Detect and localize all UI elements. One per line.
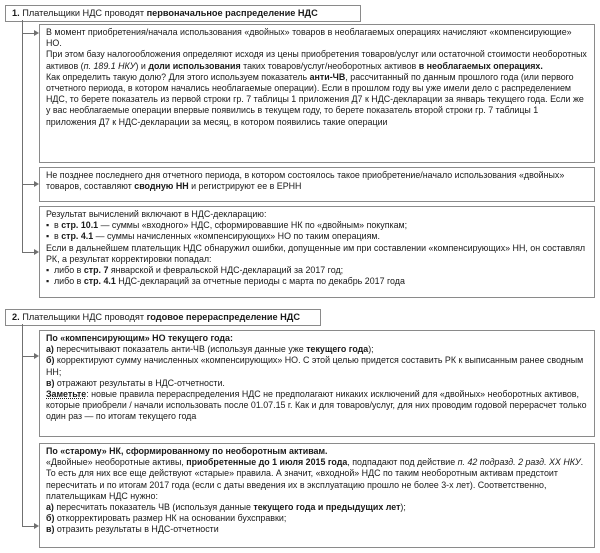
list-item: а) пересчитывают показатель анти-ЧВ (используя данные уже текущего года); [46,344,374,355]
bullet-icon: ▪ [46,265,50,276]
list-item: в) отразить результаты в НДС-отчетности [46,524,219,535]
section2-header [5,309,321,326]
list-item: в) отражают результаты в НДС-отчетности. [46,377,225,388]
connector-box2 [22,184,34,185]
connector-box5 [22,526,34,527]
box-summary-invoice [39,167,595,202]
connector-box4 [22,356,34,357]
box5-title: По «старому» НК, сформированному по необоротным активам. [46,446,328,456]
box1-paragraph2: При этом базу налогообложения определяют исходя из цены приобретения товаров/услуг или остаточной стоимости необоротных активов (п. 189.1 НКУ) и доли использования таких товаров/услуг/необоротных активов в необлагаемых операциях. [46,49,587,71]
list-item: ▪ в стр. 10.1 — суммы «входного» НДС, сформировавшие НК по «двойным» покупкам; [46,220,408,231]
list-item: б) откорректировать размер НК на основании бухсправки; [46,513,287,524]
box-old-tax-credit [39,443,595,548]
box3-intro: Результат вычислений включают в НДС-декларацию: [46,209,267,219]
section1-number: 1. [12,8,20,18]
box1-paragraph1: В момент приобретения/начала использования «двойных» товаров в необлагаемых операциях начисляют «компенсирующие» НО. [46,27,572,49]
list-item: ▪ в стр. 4.1 — суммы начисленных «компенсирующих» НО по таким операциям. [46,231,380,242]
list-item: ▪ либо в стр. 7 январской и февральской НДС-деклараций за 2017 год; [46,265,344,276]
box2-text: Не позднее последнего дня отчетного периода, в котором состоялось такое приобретение/начало использования «двойных» товаров, составляют сводную НН и регистрируют ее в ЕРНН [46,170,565,192]
section1-title-bold: первоначальное распределение НДС [146,8,318,18]
bullet-icon: ▪ [46,231,50,242]
section1-title-prefix: Плательщики НДС проводят [22,8,147,18]
box1-paragraph3: Как определить такую долю? Для этого используем показатель анти-ЧВ, рассчитанный по данным прошлого года (или первого отчетного периода, в котором начались необлагаемые операции). Если в прошлом году вы уже имели дело с распределением НДС, то берете показатель из первой строки гр. 7 таблицы 1 приложения Д7 к НДС-декларации за январь текущего года. Если же у вас необлагаемые операции впервые появились в текущем году, то берете показатель второй строки гр. 7 таблицы 1 приложения Д7 к НДС-декларации за месяц, в котором появились такие операции [46,71,584,127]
section2-title-bold: годовое перераспределение НДС [146,312,300,322]
section2-title-prefix: Плательщики НДС проводят [22,312,147,322]
box3-paragraph2: Если в дальнейшем плательщик НДС обнаружил ошибки, допущенные им при составлении «компенсирующих» НН, он составлял РК, а результат корректировки попадал: [46,242,586,264]
section1-connector-line [22,20,23,253]
box-initial-distribution [39,24,595,163]
list-item: а) пересчитать показатель ЧВ (используя данные текущего года и предыдущих лет); [46,502,406,513]
section2-number: 2. [12,312,20,322]
box-compensating-liabilities [39,330,595,437]
box4-title: По «компенсирующим» НО текущего года: [46,333,233,343]
bullet-icon: ▪ [46,220,50,231]
connector-box1 [22,33,34,34]
bullet-icon: ▪ [46,276,50,287]
box-declaration-results [39,206,595,298]
list-item: ▪ либо в стр. 4.1 НДС-деклараций за отчетные периоды с марта по декабрь 2017 года [46,276,405,287]
box5-paragraph: «Двойные» необоротные активы, приобретенные до 1 июля 2015 года, подпадают под действие п. 42 подразд. 2 разд. XX НКУ. То есть для них все еще действуют «старые» правила. А значит, «входной» НДС по таким необоротным активам предстоит пересчитать и по итогам 2017 года (если с даты введения их в эксплуатацию прошло не более 3-х лет). Соответственно, плательщикам НДС нужно: [46,457,584,501]
list-item: б) корректируют сумму начисленных «компенсирующих» НО. С этой целью придется составить РК к выписанным ранее сводным НН; [46,355,584,377]
section1-header [5,5,361,22]
box4-note: Заметьте: новые правила перераспределения НДС не предполагают никаких исключений для «двойных» необоротных активов, которые приобрели / начали использовать после 01.07.15 г. Как и для товаров/услуг, для них проводим годовой перерасчет только один раз — по итогам текущего года [46,389,587,422]
section2-connector-line [22,324,23,527]
connector-box3 [22,252,34,253]
